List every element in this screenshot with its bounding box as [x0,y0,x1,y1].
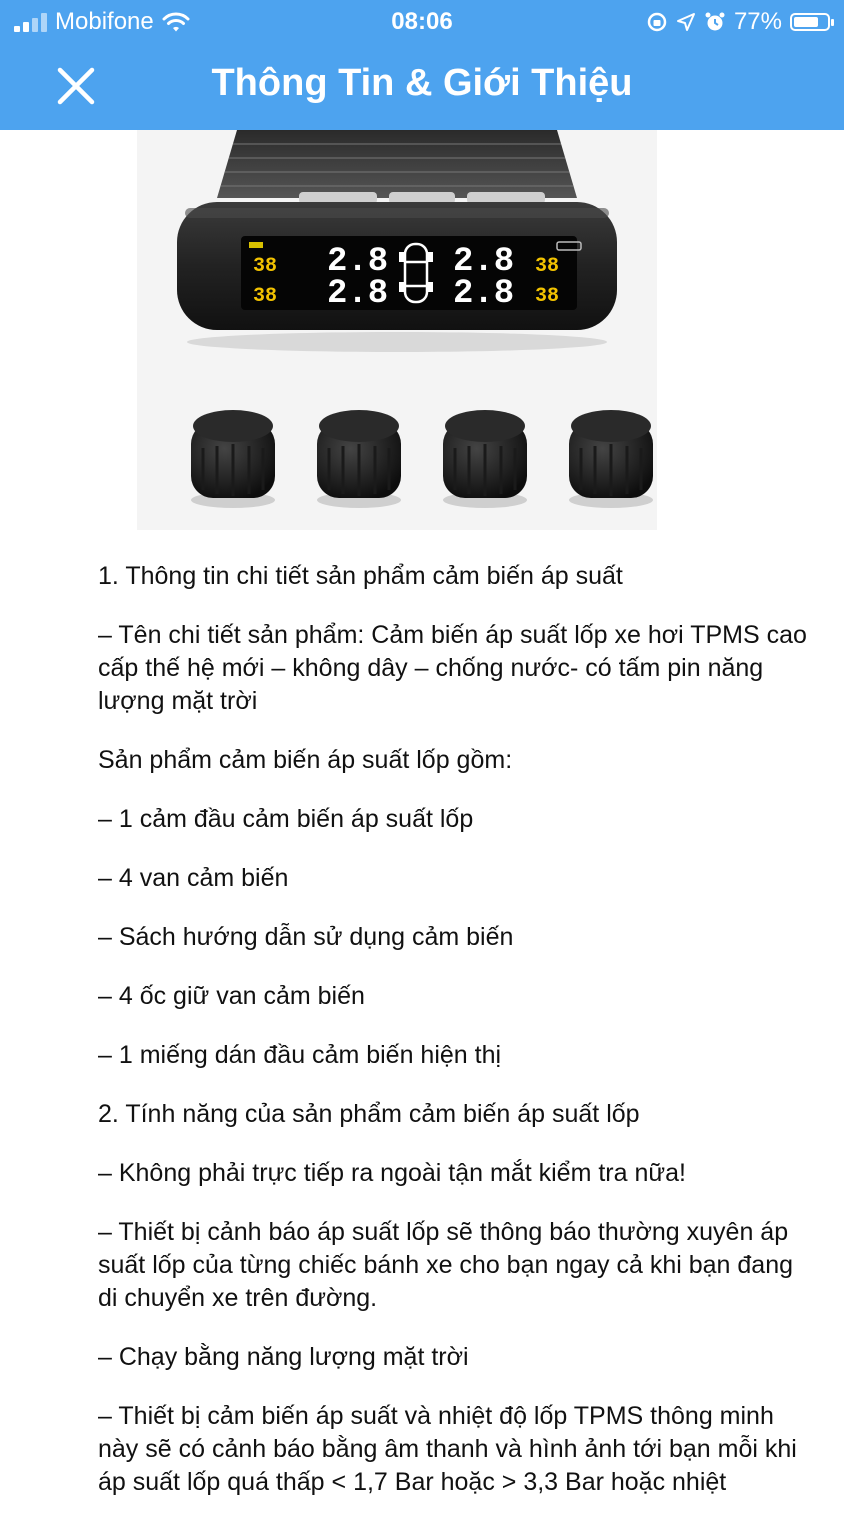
article-paragraph: Sản phẩm cảm biến áp suất lốp gồm: [98,746,513,774]
article-body [98,560,818,1525]
list-item: – Không phải trực tiếp ra ngoài tận mắt kiểm tra nữa! [98,1159,686,1187]
battery-percent: 77% [733,8,782,35]
status-right [646,8,830,36]
orientation-lock-icon [646,11,668,33]
lcd-temp-rr: 38 [535,285,560,308]
list-item: – 4 van cảm biến [98,864,289,892]
lcd-temp-rl: 38 [253,285,278,308]
battery-icon [790,13,830,31]
lcd-temp-fl: 38 [253,255,278,278]
carrier-label: Mobifone [55,8,154,35]
list-item: – 1 miếng dán đầu cảm biến hiện thị [98,1041,502,1069]
section-heading: 2. Tính năng của sản phẩm cảm biến áp suất lốp [98,1100,640,1128]
nav-bar [0,44,844,130]
list-item: – Thiết bị cảnh báo áp suất lốp sẽ thông báo thường xuyên áp suất lốp của từng chiếc bánh xe cho bạn ngay cả khi bạn đang di chuyển xe trên đường. [98,1218,794,1312]
article-paragraph: – Tên chi tiết sản phẩm: Cảm biến áp suất lốp xe hơi TPMS cao cấp thế hệ mới – không dây – chống nước- có tấm pin năng lượng mặt trời [98,621,807,715]
lcd-pressure-rl: 2.8 [327,275,389,313]
list-item: – 4 ốc giữ van cảm biến [98,982,365,1010]
lcd-pressure-fl: 2.8 [327,243,389,281]
lcd-temp-fr: 38 [535,255,560,278]
list-item: – Sách hướng dẫn sử dụng cảm biến [98,923,514,951]
alarm-icon [704,11,726,33]
list-item: – Thiết bị cảm biến áp suất và nhiệt độ lốp TPMS thông minh này sẽ có cảnh báo bằng âm thanh và hình ảnh tới bạn mỗi khi áp suất lốp quá thấp < 1,7 Bar hoặc > 3,3 Bar hoặc nhiệt [98,1402,797,1496]
top-bar [0,0,844,130]
status-time: 08:06 [391,8,453,35]
status-bar [0,0,844,44]
lcd-pressure-fr: 2.8 [453,243,515,281]
list-item: – Chạy bằng năng lượng mặt trời [98,1343,469,1371]
product-image [137,130,657,530]
section-heading: 1. Thông tin chi tiết sản phẩm cảm biến áp suất [98,562,623,590]
list-item: – 1 cảm đầu cảm biến áp suất lốp [98,805,474,833]
location-icon [676,12,696,32]
lcd-pressure-rr: 2.8 [453,275,515,313]
page-title: Thông Tin & Giới Thiệu [211,62,633,104]
